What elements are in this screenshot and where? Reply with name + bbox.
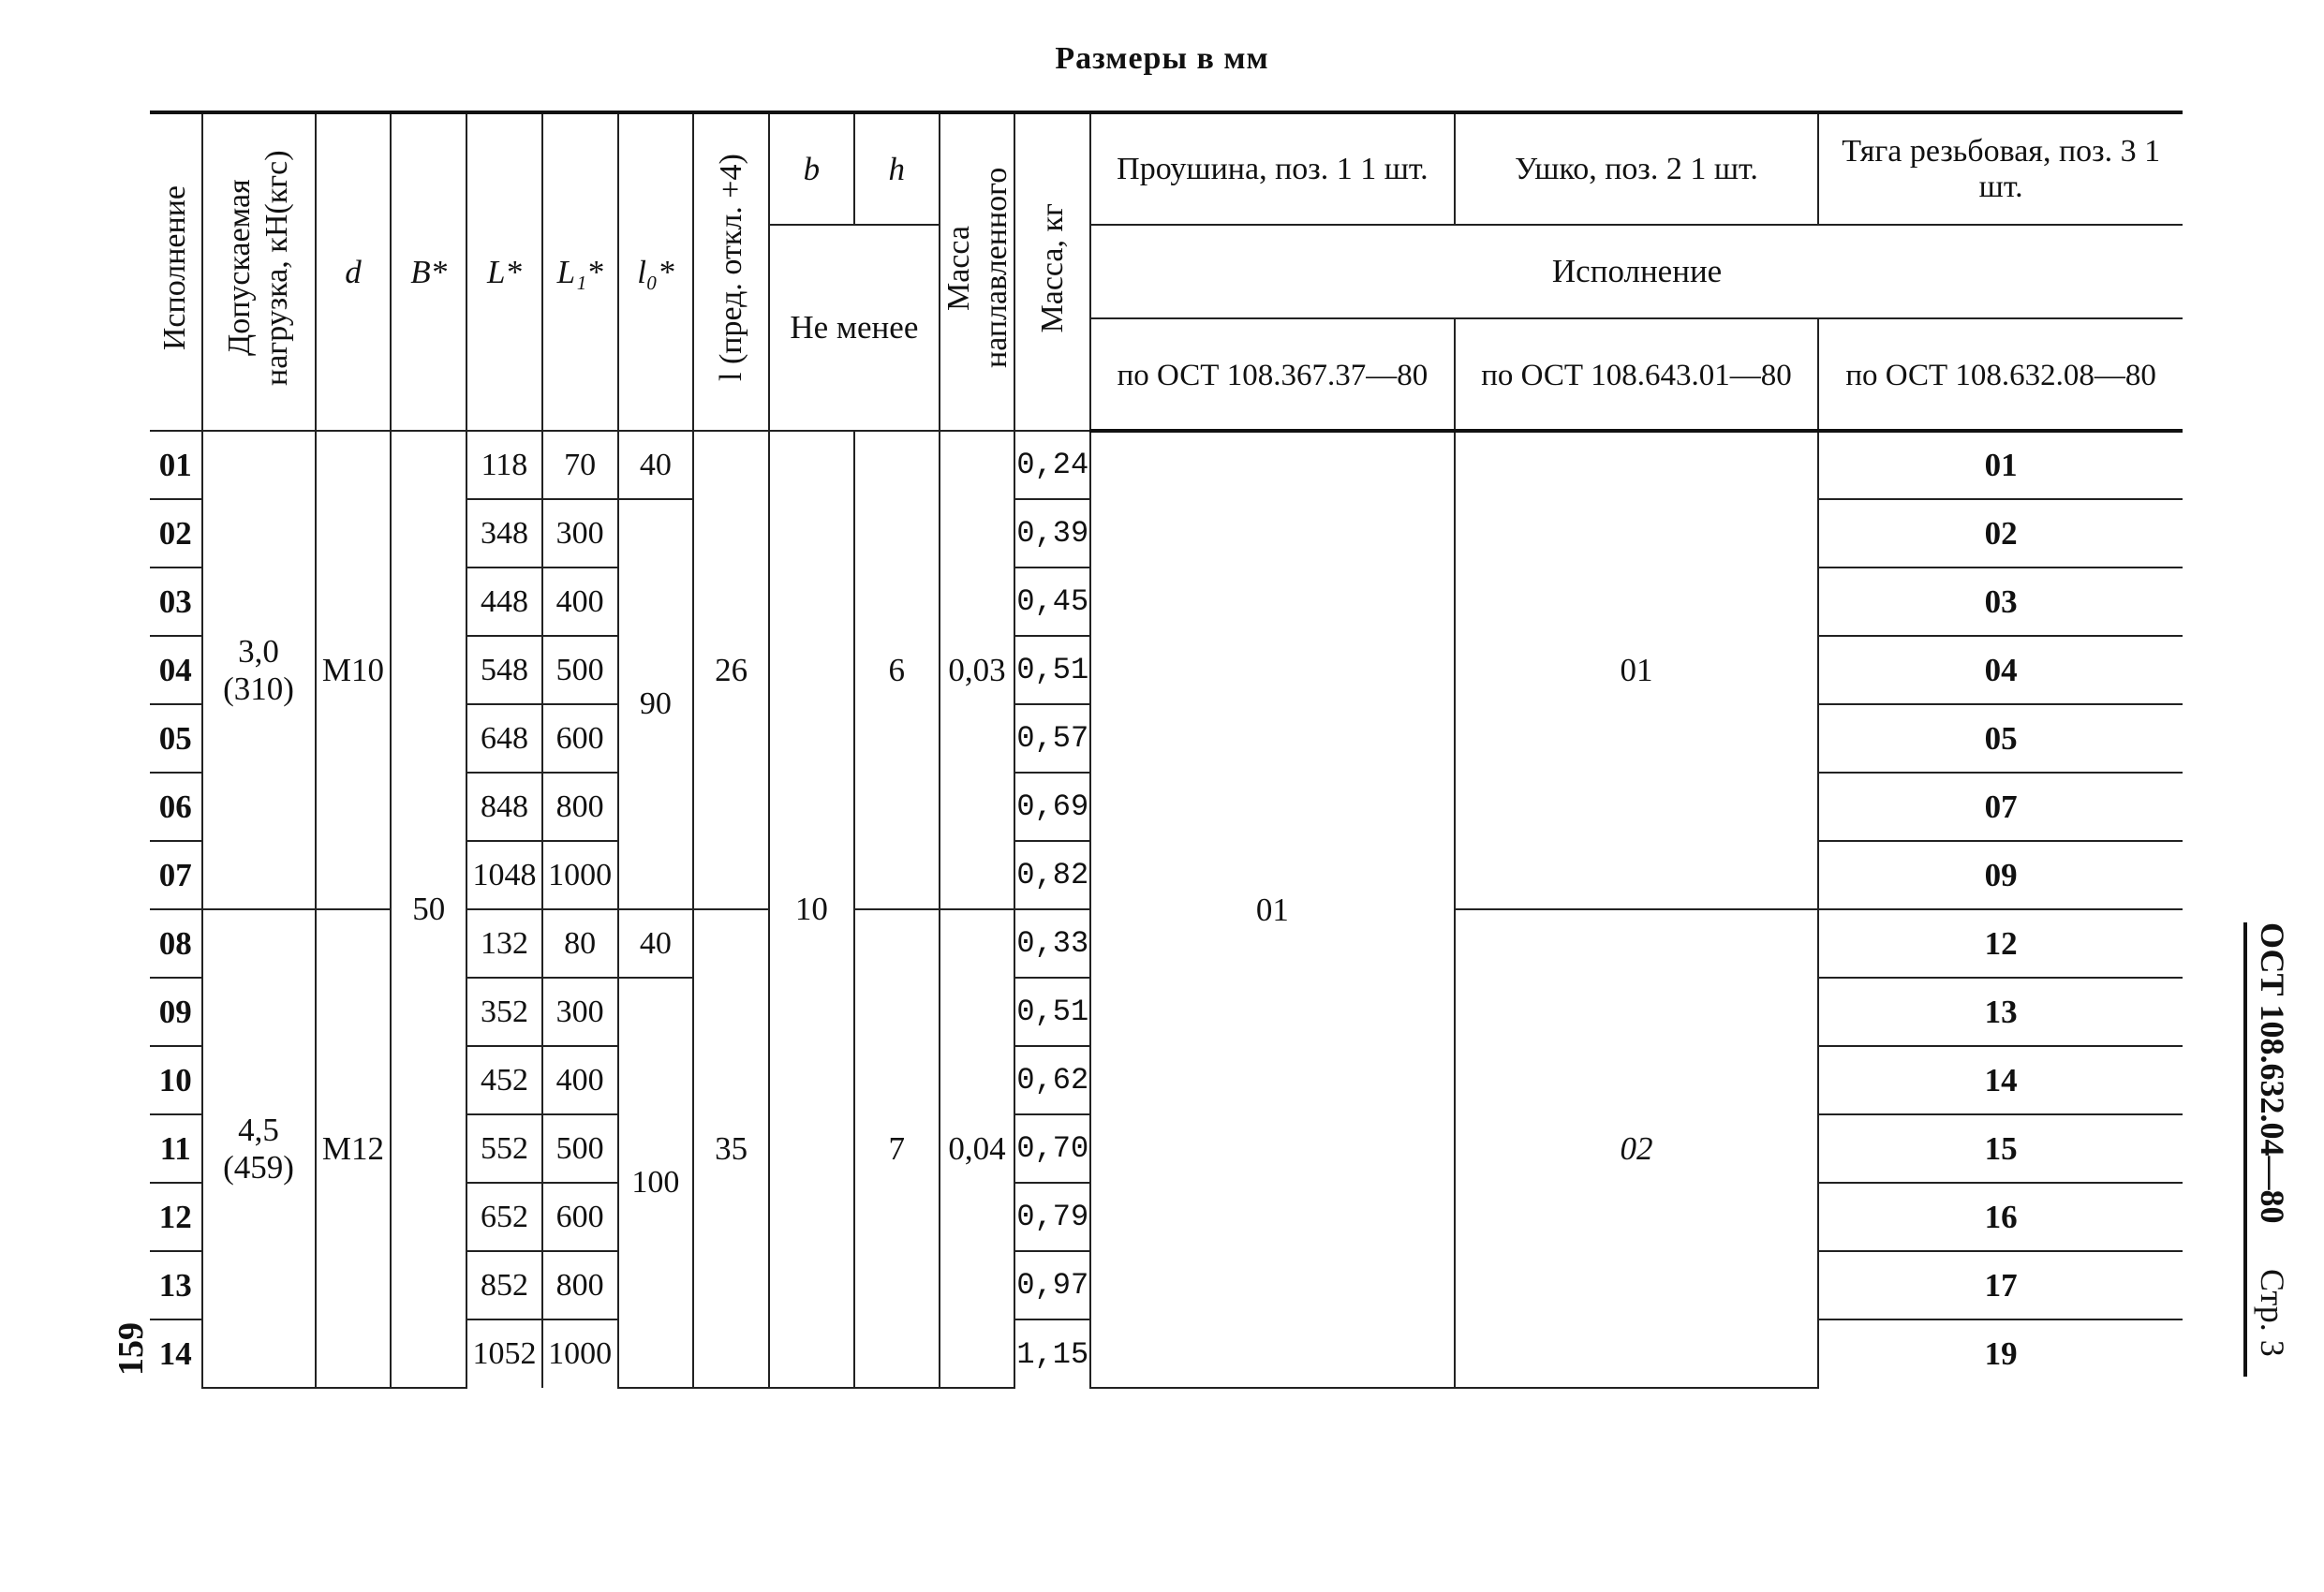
cell-L: 552: [466, 1114, 542, 1183]
cell-mass: 1,15: [1014, 1319, 1090, 1388]
cell-isp: 02: [150, 499, 202, 568]
header-load: Допускаемая нагрузка, кН(кгс): [202, 112, 316, 431]
cell-L: 352: [466, 978, 542, 1046]
page-caption: Размеры в мм: [1055, 41, 1269, 76]
cell-L1: 600: [542, 704, 618, 773]
cell-tyaga: 02: [1818, 499, 2183, 568]
cell-mass: 0,70: [1014, 1114, 1090, 1183]
cell-tyaga: 04: [1818, 636, 2183, 704]
cell-L: 848: [466, 773, 542, 841]
standard-page: Стр. 3: [2254, 1269, 2291, 1358]
cell-mass: 0,57: [1014, 704, 1090, 773]
cell-weld: 0,03: [940, 431, 1015, 909]
spec-table: [150, 111, 2183, 1389]
page-number: 159: [111, 1322, 151, 1376]
cell-tyaga: 19: [1818, 1319, 2183, 1388]
cell-L: 448: [466, 568, 542, 636]
header-weld-mass: Масса наплавленного: [940, 112, 1015, 431]
cell-mass: 0,82: [1014, 841, 1090, 909]
cell-tyaga: 05: [1818, 704, 2183, 773]
cell-isp: 06: [150, 773, 202, 841]
cell-L1: 1000: [542, 841, 618, 909]
header-ost3: по ОСТ 108.632.08—80: [1818, 318, 2183, 431]
cell-l0: 90: [618, 499, 694, 909]
header-ispolnenie: Исполнение: [150, 112, 202, 431]
cell-tyaga: 14: [1818, 1046, 2183, 1114]
cell-L: 652: [466, 1183, 542, 1251]
cell-isp: 13: [150, 1251, 202, 1319]
cell-isp: 14: [150, 1319, 202, 1388]
cell-mass: 0,97: [1014, 1251, 1090, 1319]
header-b: b: [769, 112, 854, 225]
cell-L1: 400: [542, 568, 618, 636]
header-mass: Масса, кг: [1014, 112, 1090, 431]
cell-isp: 10: [150, 1046, 202, 1114]
cell-l0: 100: [618, 978, 694, 1388]
header-pos3: Тяга резьбовая, поз. 3 1 шт.: [1818, 112, 2183, 225]
cell-L1: 1000: [542, 1319, 618, 1388]
cell-L1: 300: [542, 499, 618, 568]
standard-code-text: ОСТ 108.632.04—80: [2254, 922, 2291, 1224]
cell-L: 852: [466, 1251, 542, 1319]
cell-h: 6: [854, 431, 940, 909]
cell-mass: 0,69: [1014, 773, 1090, 841]
cell-L1: 500: [542, 1114, 618, 1183]
cell-mass: 0,51: [1014, 978, 1090, 1046]
cell-isp: 08: [150, 909, 202, 978]
cell-tyaga: 15: [1818, 1114, 2183, 1183]
cell-tyaga: 12: [1818, 909, 2183, 978]
cell-L: 548: [466, 636, 542, 704]
cell-tyaga: 13: [1818, 978, 2183, 1046]
cell-L: 1048: [466, 841, 542, 909]
cell-isp: 12: [150, 1183, 202, 1251]
cell-d: M12: [316, 909, 392, 1388]
cell-tyaga: 17: [1818, 1251, 2183, 1319]
cell-L: 648: [466, 704, 542, 773]
cell-proushina: 01: [1090, 431, 1455, 1388]
cell-tyaga: 16: [1818, 1183, 2183, 1251]
header-pos2: Ушко, поз. 2 1 шт.: [1455, 112, 1819, 225]
cell-load: 3,0 (310): [202, 431, 316, 909]
cell-B: 50: [391, 431, 466, 1388]
cell-isp: 01: [150, 431, 202, 499]
cell-mass: 0,39: [1014, 499, 1090, 568]
cell-mass: 0,45: [1014, 568, 1090, 636]
cell-weld: 0,04: [940, 909, 1015, 1388]
header-pos1: Проушина, поз. 1 1 шт.: [1090, 112, 1455, 225]
header-h: h: [854, 112, 940, 225]
cell-L: 452: [466, 1046, 542, 1114]
cell-isp: 05: [150, 704, 202, 773]
cell-tyaga: 07: [1818, 773, 2183, 841]
header-L1: L₁*: [542, 112, 618, 431]
header-B: B*: [391, 112, 466, 431]
cell-d: M10: [316, 431, 392, 909]
cell-L1: 600: [542, 1183, 618, 1251]
cell-isp: 11: [150, 1114, 202, 1183]
cell-l0: 40: [618, 431, 694, 499]
cell-l: 26: [693, 431, 769, 909]
cell-L: 1052: [466, 1319, 542, 1388]
cell-isp: 03: [150, 568, 202, 636]
cell-L1: 800: [542, 1251, 618, 1319]
cell-L1: 70: [542, 431, 618, 499]
header-ispolnenie-sub: Исполнение: [1090, 225, 2183, 318]
header-ost1: по ОСТ 108.367.37—80: [1090, 318, 1455, 431]
cell-L: 132: [466, 909, 542, 978]
header-L: L*: [466, 112, 542, 431]
cell-tyaga: 03: [1818, 568, 2183, 636]
header-d: d: [316, 112, 392, 431]
cell-tyaga: 01: [1818, 431, 2183, 499]
header-l: l (пред. откл. +4): [693, 112, 769, 431]
cell-L1: 400: [542, 1046, 618, 1114]
cell-L1: 300: [542, 978, 618, 1046]
cell-L1: 800: [542, 773, 618, 841]
cell-h: 7: [854, 909, 940, 1388]
header-ost2: по ОСТ 108.643.01—80: [1455, 318, 1819, 431]
cell-mass: 0,24: [1014, 431, 1090, 499]
cell-isp: 07: [150, 841, 202, 909]
header-l0: l₀*: [618, 112, 694, 431]
cell-l: 35: [693, 909, 769, 1388]
cell-isp: 09: [150, 978, 202, 1046]
cell-l0: 40: [618, 909, 694, 978]
cell-L1: 500: [542, 636, 618, 704]
cell-isp: 04: [150, 636, 202, 704]
cell-L: 348: [466, 499, 542, 568]
cell-ushko: 01: [1455, 431, 1819, 909]
cell-L1: 80: [542, 909, 618, 978]
cell-mass: 0,62: [1014, 1046, 1090, 1114]
cell-tyaga: 09: [1818, 841, 2183, 909]
header-not-less: Не менее: [769, 225, 940, 431]
cell-load: 4,5 (459): [202, 909, 316, 1388]
cell-L: 118: [466, 431, 542, 499]
table-row: [150, 431, 2183, 499]
cell-ushko: 02: [1455, 909, 1819, 1388]
cell-mass: 0,33: [1014, 909, 1090, 978]
cell-b: 10: [769, 431, 854, 1388]
cell-mass: 0,51: [1014, 636, 1090, 704]
standard-code: [2243, 922, 2292, 1377]
cell-mass: 0,79: [1014, 1183, 1090, 1251]
